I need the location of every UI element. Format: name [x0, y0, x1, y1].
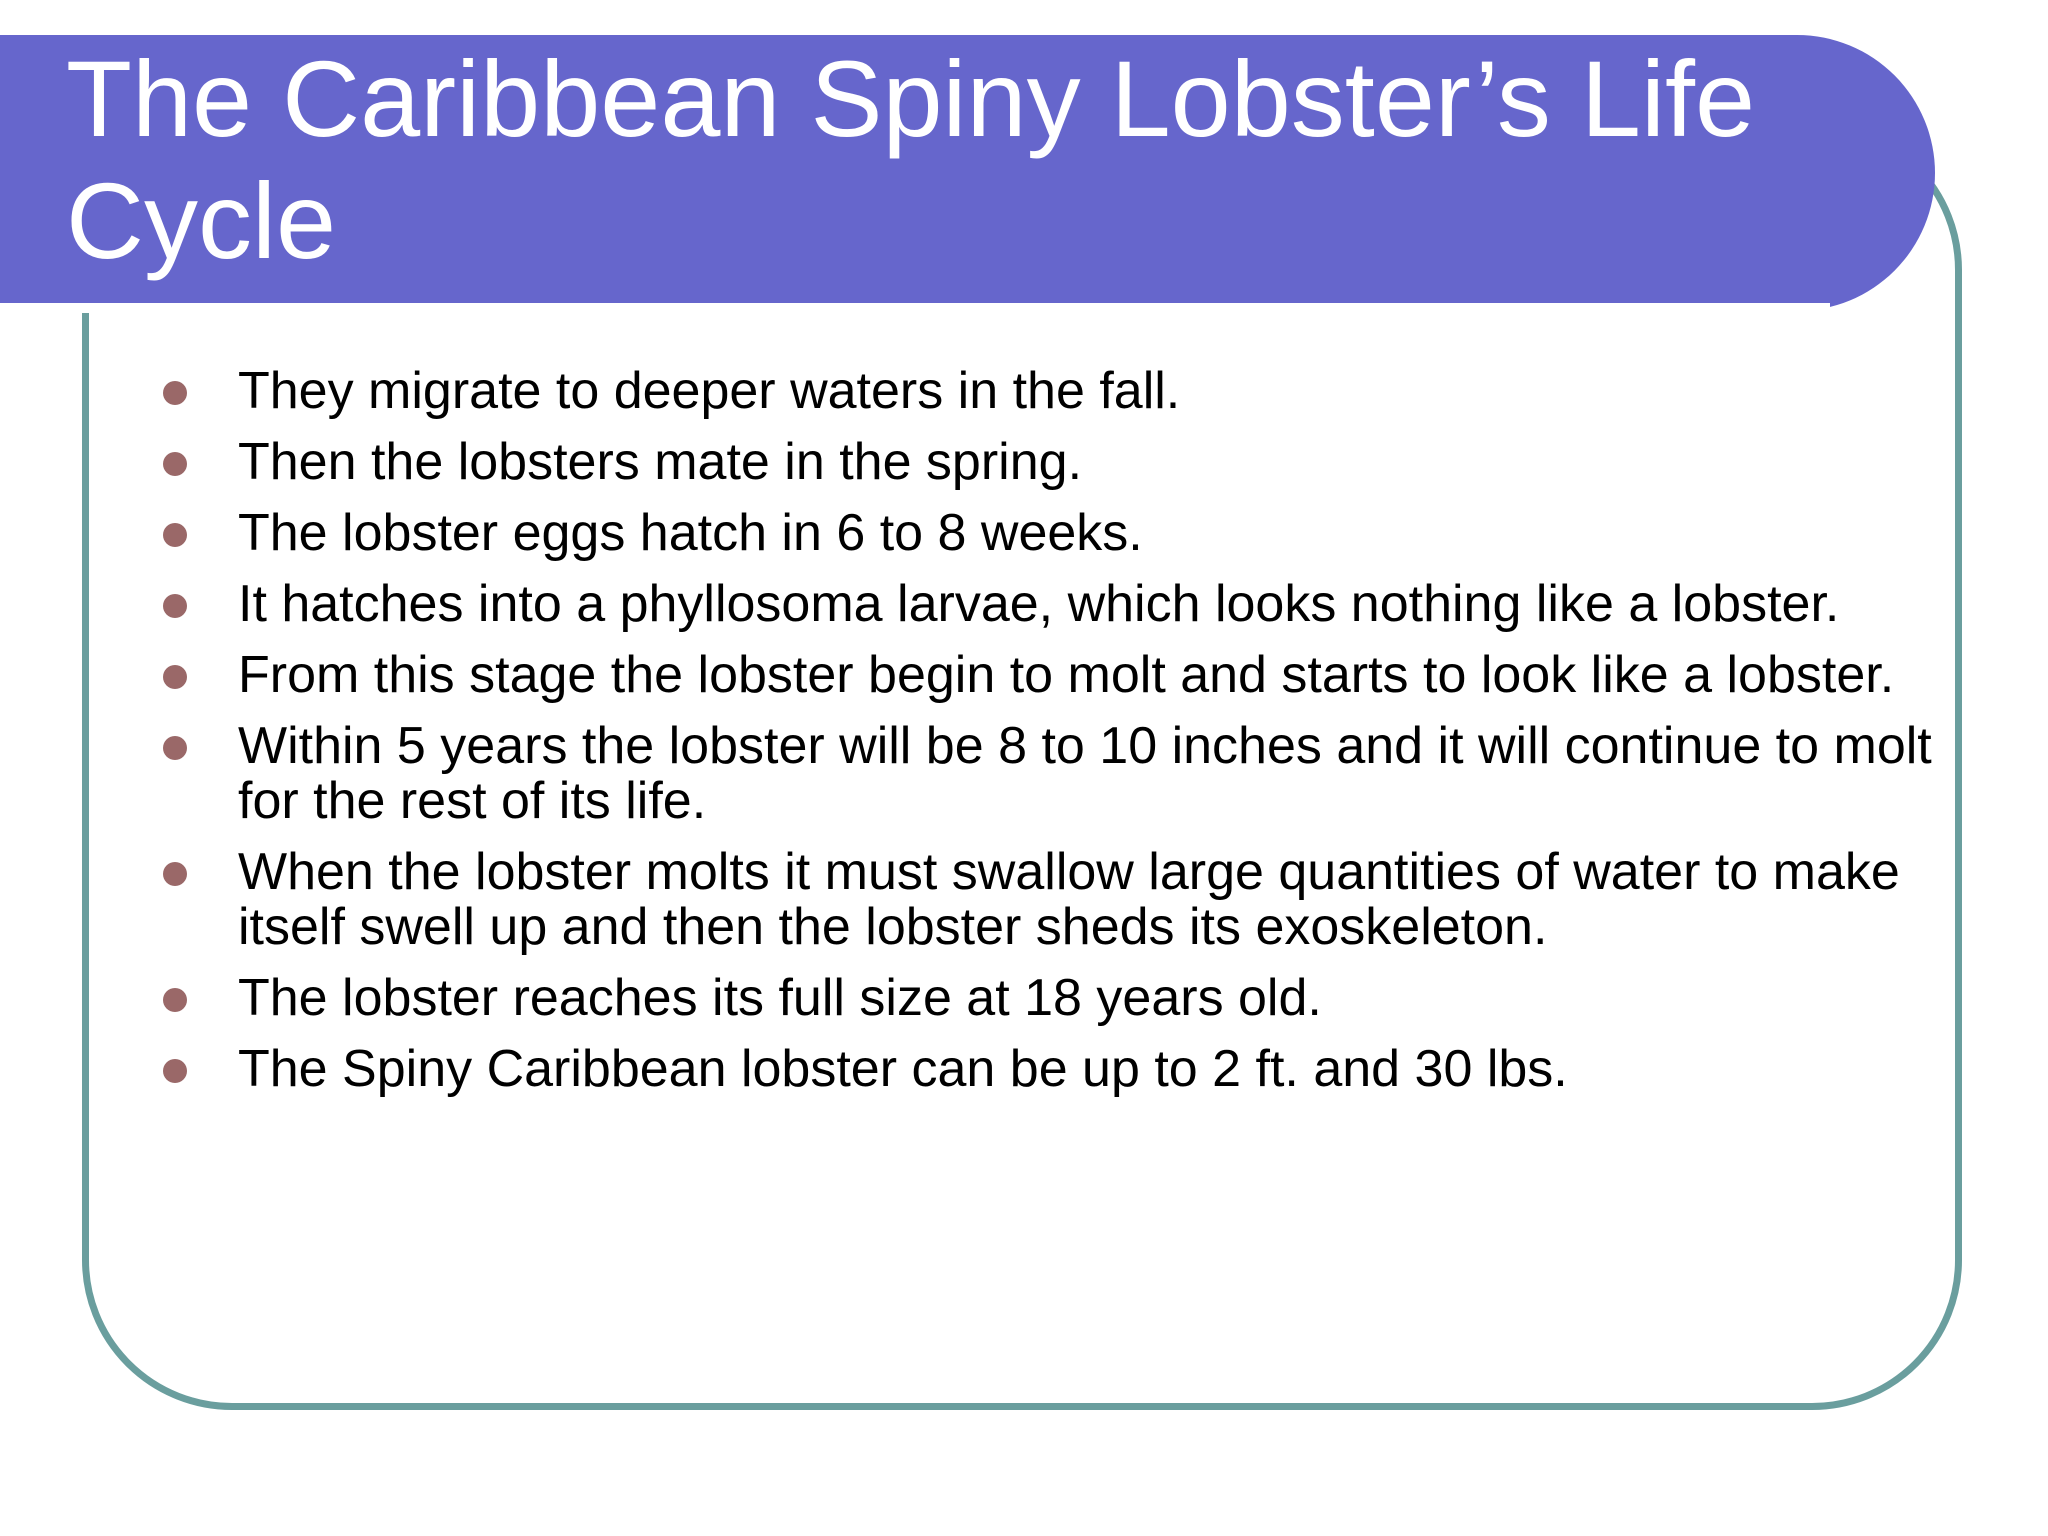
- bullet-text: From this stage the lobster begin to molt and starts to look like a lobster.: [238, 646, 1895, 704]
- bullet-dot-icon: [163, 523, 187, 547]
- bullet-item: [160, 719, 1950, 829]
- bullet-item: [160, 971, 1950, 1026]
- bullet-dot-icon: [163, 736, 187, 760]
- bullet-text: It hatches into a phyllosoma larvae, which looks nothing like a lobster.: [238, 575, 1840, 633]
- bullet-item: [160, 364, 1950, 419]
- title-underline: [0, 303, 1830, 313]
- bullet-text: They migrate to deeper waters in the fall.: [238, 362, 1181, 420]
- bullet-item: [160, 577, 1950, 632]
- bullet-text: The lobster reaches its full size at 18 years old.: [238, 969, 1322, 1027]
- bullet-dot-icon: [163, 594, 187, 618]
- bullet-dot-icon: [163, 381, 187, 405]
- bullet-dot-icon: [163, 1059, 187, 1083]
- bullet-text: Then the lobsters mate in the spring.: [238, 433, 1083, 491]
- bullet-text: The Spiny Caribbean lobster can be up to 2 ft. and 30 lbs.: [238, 1040, 1568, 1098]
- bullet-item: [160, 506, 1950, 561]
- bullet-dot-icon: [163, 862, 187, 886]
- bullet-item: [160, 648, 1950, 703]
- bullet-item: [160, 435, 1950, 490]
- bullet-item: [160, 845, 1950, 955]
- bullet-dot-icon: [163, 988, 187, 1012]
- bullet-text: The lobster eggs hatch in 6 to 8 weeks.: [238, 504, 1143, 562]
- bullet-list: [160, 364, 1950, 1113]
- bullet-dot-icon: [163, 452, 187, 476]
- bullet-item: [160, 1042, 1950, 1097]
- bullet-text: When the lobster molts it must swallow large quantities of water to make itself swell up and then the lobster sheds its exoskeleton.: [238, 843, 1900, 956]
- bullet-text: Within 5 years the lobster will be 8 to 10 inches and it will continue to molt for the rest of its life.: [238, 717, 1932, 830]
- bullet-dot-icon: [163, 665, 187, 689]
- slide-title: The Caribbean Spiny Lobster’s Life Cycle: [66, 38, 1756, 281]
